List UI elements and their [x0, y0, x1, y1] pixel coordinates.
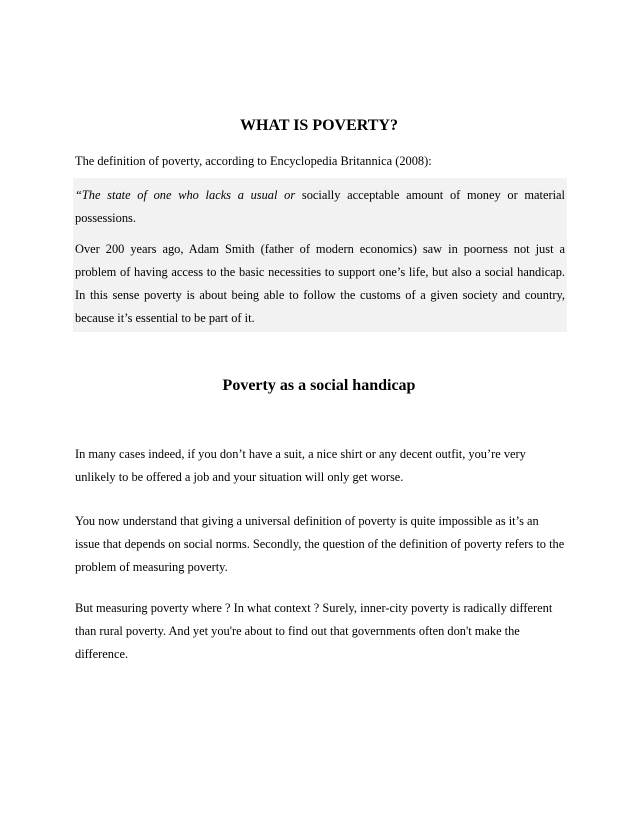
quote-rest: socially acceptable amount of money or material possessions. — [75, 188, 565, 225]
quote-italic-part: “The state of one who lacks a usual or — [75, 188, 296, 202]
page-title: WHAT IS POVERTY? — [240, 117, 398, 134]
section-heading: Poverty as a social handicap — [222, 377, 416, 394]
definition-quote — [75, 184, 565, 230]
intro-line: The definition of poverty, according to Encyclopedia Britannica (2008): — [75, 154, 432, 168]
adam-smith-paragraph: Over 200 years ago, Adam Smith (father of modern economics) saw in poorness not just a problem of having access to the basic necessities to support one’s life, but also a social handicap. In this sense poverty is about being able to follow the customs of a given society and country, because it’s essential to be part of it. — [75, 242, 565, 325]
body-paragraph-2: You now understand that giving a universal definition of poverty is quite impossible as it’s an issue that depends on social norms. Secondly, the question of the definition of poverty refers to the problem of measuring poverty. — [75, 514, 565, 574]
body-paragraph-3: But measuring poverty where ? In what context ? Surely, inner-city poverty is radically different than rural poverty. And yet you're about to find out that governments often don't make the difference. — [75, 601, 553, 661]
body-paragraph-1: In many cases indeed, if you don’t have a suit, a nice shirt or any decent outfit, you’re very unlikely to be offered a job and your situation will only get worse. — [75, 447, 526, 484]
